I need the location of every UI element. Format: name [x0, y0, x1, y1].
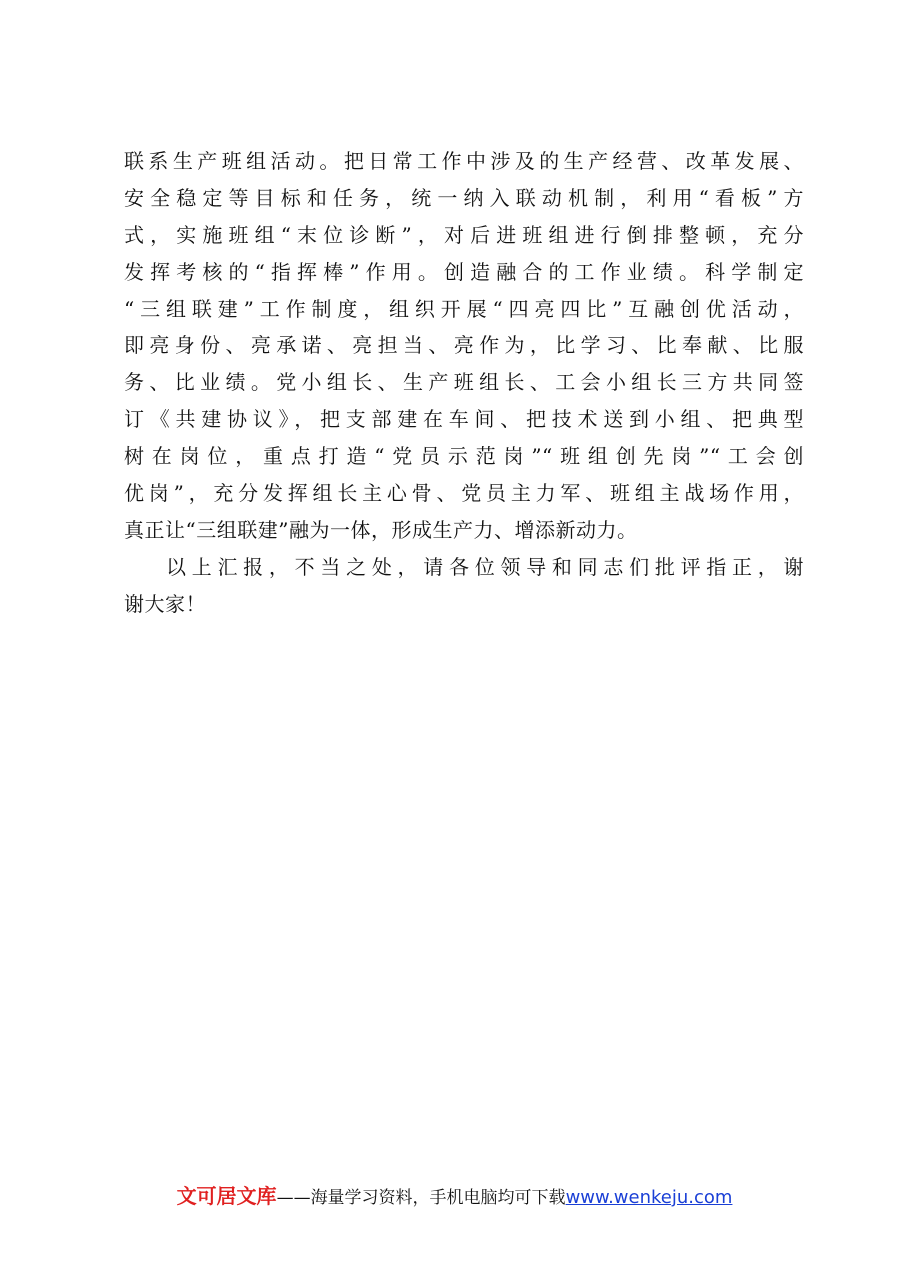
text-line: “三组联建”工作制度，组织开展“四亮四比”互融创优活动，	[124, 296, 804, 321]
text-line: 订《共建协议》，把支部建在车间、把技术送到小组、把典型	[124, 407, 804, 432]
text-line: 联系生产班组活动。把日常工作中涉及的生产经营、改革发展、	[124, 149, 804, 173]
brand-name: 文可居文库	[176, 1184, 277, 1208]
website-link[interactable]: www.wenkeju.com	[565, 1187, 733, 1208]
text-line: 务、比业绩。党小组长、生产班组长、工会小组长三方共同签	[124, 370, 804, 395]
closing-line: 谢大家！	[124, 591, 206, 616]
text-line: 发挥考核的“指挥棒”作用。创造融合的工作业绩。科学制定	[124, 259, 804, 284]
document-body	[124, 143, 804, 623]
text-line: 即亮身份、亮承诺、亮担当、亮作为，比学习、比奉献、比服	[124, 333, 804, 358]
text-line: 树在岗位，重点打造“党员示范岗”“班组创先岗”“工会创	[124, 444, 804, 469]
footer-slogan: ——海量学习资料，手机电脑均可下载	[276, 1188, 566, 1208]
footer	[0, 1184, 909, 1210]
closing-line: 以上汇报，不当之处，请各位领导和同志们批评指正，谢	[166, 554, 804, 579]
text-line: 式，实施班组“末位诊断”，对后进班组进行倒排整顿，充分	[124, 222, 804, 247]
text-line: 真正让“三组联建”融为一体，形成生产力、增添新动力。	[124, 517, 638, 542]
text-line: 安全稳定等目标和任务，统一纳入联动机制，利用“看板”方	[124, 185, 804, 210]
text-line: 优岗”，充分发挥组长主心骨、党员主力军、班组主战场作用，	[124, 481, 804, 506]
